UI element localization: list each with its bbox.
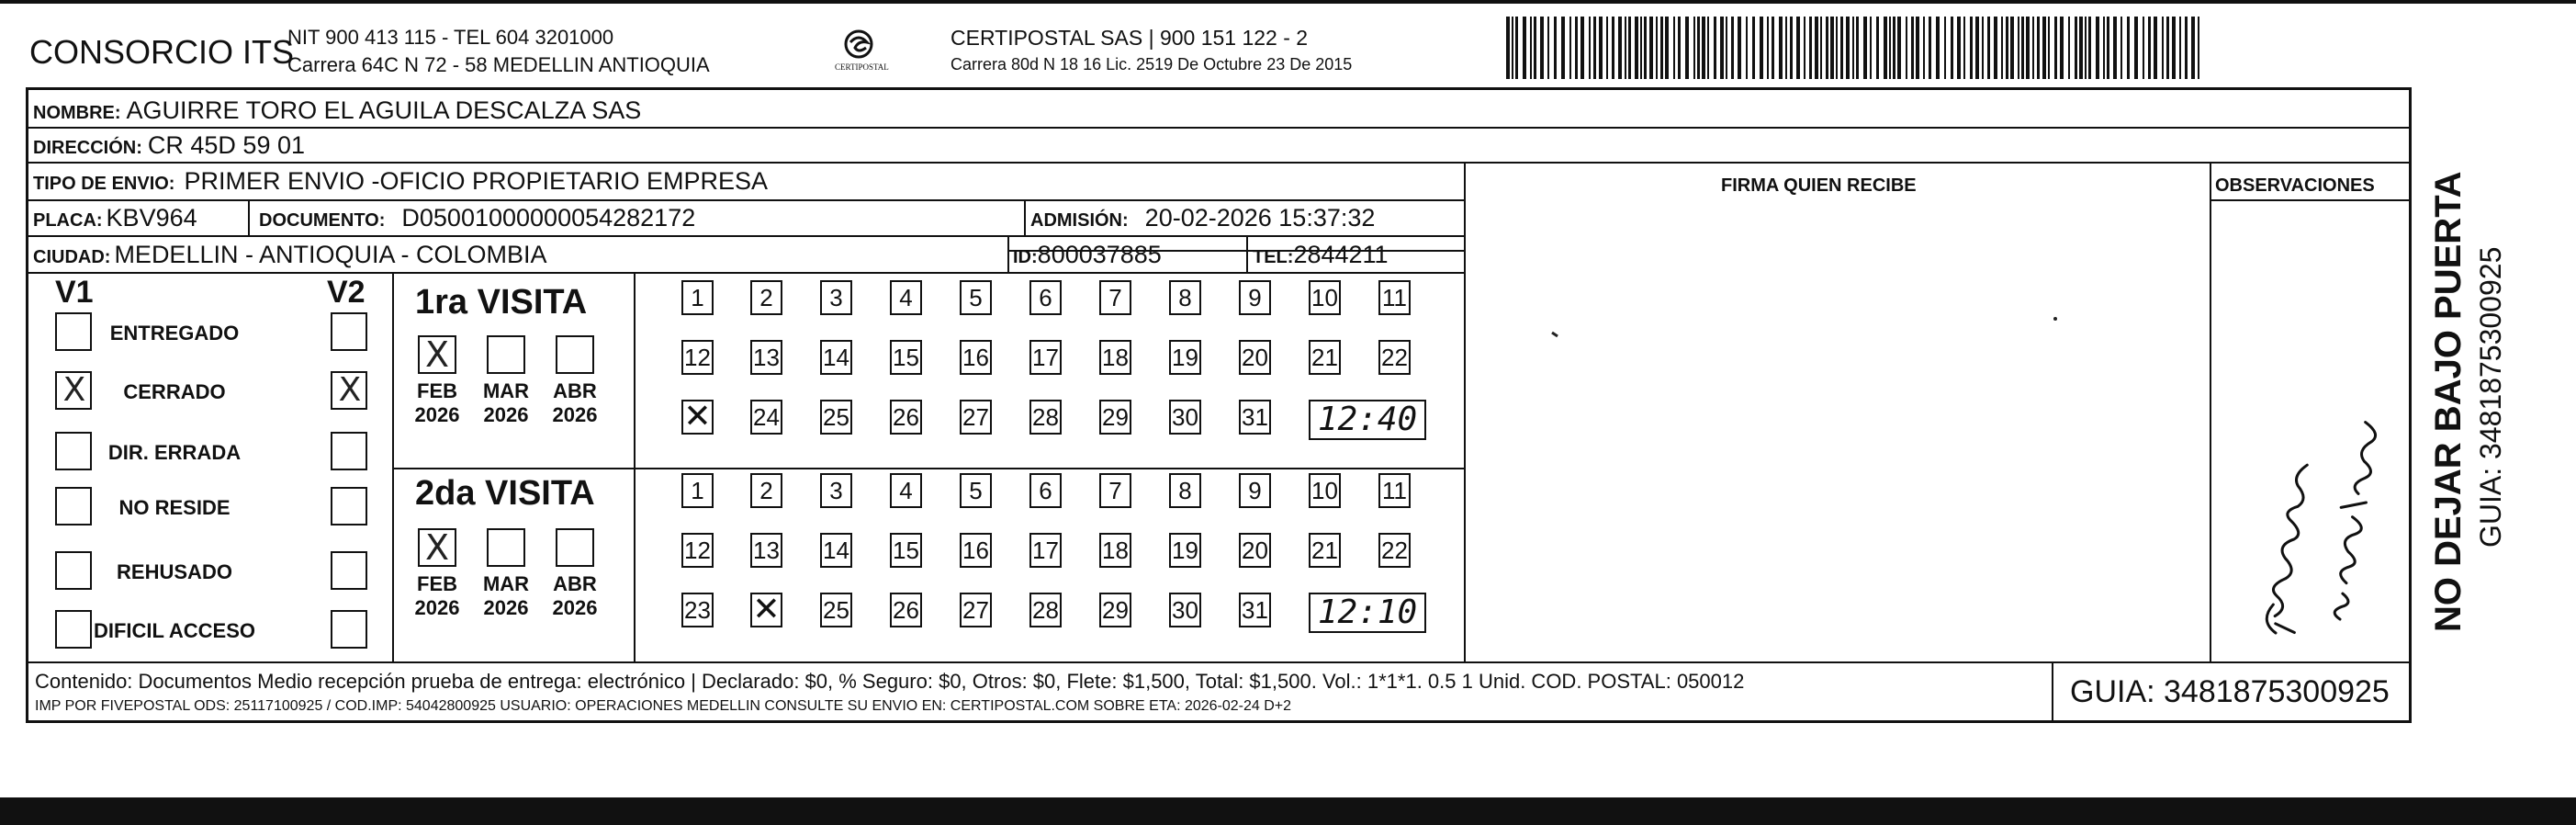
day-box[interactable]: 17 [1029, 340, 1062, 375]
barcode [1506, 17, 2204, 79]
status-label: NO RESIDE [118, 496, 231, 519]
nombre-label: NOMBRE: [33, 103, 121, 123]
documento-label: DOCUMENTO: [259, 210, 386, 231]
rule [1007, 235, 1009, 272]
check-mark-icon: X [62, 371, 86, 409]
status-label: ENTREGADO [109, 322, 240, 345]
courier-name: CERTIPOSTAL SAS | 900 151 122 - 2 [951, 26, 1309, 50]
day-box[interactable]: 17 [1029, 533, 1062, 568]
day-box[interactable]: 7 [1099, 280, 1131, 315]
placa-value: KBV964 [106, 204, 197, 232]
year-label: 2026 [483, 596, 529, 619]
rule [26, 199, 1464, 201]
v2-checkbox[interactable] [331, 312, 367, 351]
rule [248, 199, 250, 235]
id-value: 800037885 [1037, 241, 1162, 268]
day-box[interactable]: 18 [1099, 340, 1131, 375]
rule [26, 127, 2412, 129]
day-box[interactable]: 15 [890, 340, 922, 375]
day-box[interactable]: 19 [1169, 340, 1201, 375]
year-label: 2026 [414, 403, 460, 426]
day-box[interactable]: 31 [1239, 400, 1271, 435]
company-address: Carrera 64C N 72 - 58 MEDELLIN ANTIOQUIA [287, 53, 710, 76]
day-box[interactable]: 8 [1169, 280, 1201, 315]
day-box[interactable]: 25 [820, 593, 852, 627]
month-label: MAR [482, 379, 530, 402]
day-cross-mark-icon: ✕ [683, 398, 712, 435]
ciudad-value: MEDELLIN - ANTIOQUIA - COLOMBIA [114, 241, 547, 268]
check-mark-icon: X [424, 527, 450, 568]
visit1-title: 1ra VISITA [415, 283, 588, 322]
footer-content-line: Contenido: Documentos Medio recepción prueba de entrega: electrónico | Declarado: $0, % Seguro: $0, Otros: $0, Flete: $1,500, Total: $1,500. Vol.: 1*1*1. 0.5 1 Unid. COD. POSTAL: 050012 [35, 670, 1745, 693]
year-label: 2026 [414, 596, 460, 619]
time-box[interactable]: 12:40 [1309, 400, 1426, 440]
day-cross-mark-icon: ✕ [752, 591, 781, 628]
year-label: 2026 [483, 403, 529, 426]
id-label: ID: [1013, 247, 1038, 267]
day-box[interactable]: 10 [1309, 473, 1341, 508]
rule [26, 235, 1464, 237]
day-box[interactable] [750, 593, 782, 627]
day-box[interactable]: 2 [750, 280, 782, 315]
admision-label: ADMISIÓN: [1030, 210, 1129, 231]
day-box[interactable]: 18 [1099, 533, 1131, 568]
month-checkbox[interactable] [556, 528, 594, 567]
month-checkbox[interactable] [487, 335, 525, 374]
day-box[interactable]: 5 [960, 473, 992, 508]
day-box[interactable]: 3 [820, 280, 852, 315]
rule [26, 661, 2412, 663]
day-box[interactable]: 19 [1169, 533, 1201, 568]
v2-checkbox[interactable] [331, 610, 367, 649]
day-box[interactable]: 7 [1099, 473, 1131, 508]
day-box[interactable]: 3 [820, 473, 852, 508]
day-box[interactable]: 6 [1029, 473, 1062, 508]
day-box[interactable]: 29 [1099, 400, 1131, 435]
day-box[interactable]: 22 [1378, 533, 1411, 568]
month-checkbox[interactable] [487, 528, 525, 567]
certipostal-logo: CERTIPOSTAL [831, 28, 886, 77]
footer-imp-line: IMP POR FIVEPOSTAL ODS: 25117100925 / COD.IMP: 54042800925 USUARIO: OPERACIONES MEDELLIN CONSULTE SU ENVIO EN: CERTIPOSTAL.COM SOBRE ETA: 2026-02-24 D+2 [35, 698, 1292, 714]
day-box[interactable]: 26 [890, 400, 922, 435]
month-label: FEB [417, 379, 457, 402]
rule [1246, 235, 1248, 272]
day-box[interactable]: 30 [1169, 400, 1201, 435]
day-box[interactable]: 21 [1309, 533, 1341, 568]
day-box[interactable]: 10 [1309, 280, 1341, 315]
no-dejar-bajo-puerta: NO DEJAR BAJO PUERTA [2428, 171, 2469, 632]
company-nit: NIT 900 413 115 - TEL 604 3201000 [287, 26, 614, 49]
nombre-value: AGUIRRE TORO EL AGUILA DESCALZA SAS [126, 96, 642, 124]
day-box[interactable]: 11 [1378, 280, 1411, 315]
tipo-envio-label: TIPO DE ENVIO: [33, 174, 175, 194]
observaciones-handwriting [2211, 201, 2410, 661]
day-box[interactable]: 23 [681, 593, 714, 627]
direccion-label: DIRECCIÓN: [33, 138, 142, 158]
scan-top-edge [0, 0, 2576, 4]
placa-label: PLACA: [33, 210, 103, 231]
company-name: CONSORCIO ITS [29, 33, 295, 71]
day-box[interactable]: 16 [960, 533, 992, 568]
year-label: 2026 [552, 596, 598, 619]
rule [1024, 199, 1026, 235]
day-box[interactable]: 5 [960, 280, 992, 315]
day-box[interactable]: 2 [750, 473, 782, 508]
status-label: REHUSADO [117, 560, 232, 583]
month-checkbox[interactable] [418, 335, 456, 374]
v2-checkbox[interactable] [331, 551, 367, 590]
day-box[interactable]: 4 [890, 280, 922, 315]
courier-address: Carrera 80d N 18 16 Lic. 2519 De Octubre 23 De 2015 [951, 55, 1353, 73]
day-box[interactable]: 24 [750, 400, 782, 435]
day-box[interactable]: 27 [960, 593, 992, 627]
day-box[interactable]: 14 [820, 533, 852, 568]
rule [2052, 661, 2053, 723]
status-label: DIR. ERRADA [107, 441, 242, 464]
year-label: 2026 [552, 403, 598, 426]
day-box[interactable]: 9 [1239, 473, 1271, 508]
v2-checkbox[interactable] [331, 487, 367, 526]
month-label: MAR [482, 572, 530, 595]
rule [26, 162, 2412, 164]
v1-header: V1 [55, 275, 94, 310]
footer-guia: GUIA: 3481875300925 [2070, 674, 2390, 709]
v2-checkbox[interactable] [331, 371, 367, 410]
tipo-envio-value: PRIMER ENVIO -OFICIO PROPIETARIO EMPRESA [184, 167, 769, 195]
day-box[interactable]: 20 [1239, 340, 1271, 375]
day-box[interactable]: 13 [750, 533, 782, 568]
month-label: ABR [553, 572, 597, 595]
v2-header: V2 [327, 275, 366, 310]
ciudad-label: CIUDAD: [33, 247, 111, 267]
day-box[interactable]: 8 [1169, 473, 1201, 508]
day-box[interactable]: 31 [1239, 593, 1271, 627]
day-box[interactable]: 15 [890, 533, 922, 568]
v2-checkbox[interactable] [331, 432, 367, 470]
month-label: FEB [417, 572, 457, 595]
rule [26, 272, 1464, 274]
firma-area [1466, 201, 2208, 661]
day-box[interactable]: 27 [960, 400, 992, 435]
visit2-title: 2da VISITA [415, 474, 595, 513]
day-box[interactable]: 25 [820, 400, 852, 435]
day-box[interactable]: 12 [681, 340, 714, 375]
scan-bottom-edge [0, 797, 2576, 825]
day-box[interactable]: 9 [1239, 280, 1271, 315]
firma-header: FIRMA QUIEN RECIBE [1721, 175, 1917, 196]
day-box[interactable]: 6 [1029, 280, 1062, 315]
observaciones-header: OBSERVACIONES [2215, 175, 2375, 196]
admision-value: 20-02-2026 15:37:32 [1144, 204, 1376, 232]
day-box[interactable]: 13 [750, 340, 782, 375]
day-box[interactable]: 4 [890, 473, 922, 508]
day-box[interactable]: 28 [1029, 593, 1062, 627]
day-box[interactable]: 1 [681, 473, 714, 508]
time-box[interactable]: 12:10 [1309, 593, 1426, 633]
status-label: DIFICIL ACCESO [93, 619, 255, 642]
day-box[interactable]: 12 [681, 533, 714, 568]
day-box[interactable]: 14 [820, 340, 852, 375]
month-checkbox[interactable] [556, 335, 594, 374]
day-box[interactable]: 21 [1309, 340, 1341, 375]
documento-value: D05001000000054282172 [401, 204, 696, 232]
day-box[interactable]: 22 [1378, 340, 1411, 375]
direccion-value: CR 45D 59 01 [147, 131, 305, 159]
day-box[interactable]: 11 [1378, 473, 1411, 508]
day-box[interactable] [681, 400, 714, 435]
month-label: ABR [553, 379, 597, 402]
rule [392, 468, 1464, 469]
status-label: CERRADO [123, 380, 226, 403]
day-box[interactable]: 20 [1239, 533, 1271, 568]
check-mark-icon: X [424, 334, 450, 375]
day-box[interactable]: 26 [890, 593, 922, 627]
day-box[interactable]: 29 [1099, 593, 1131, 627]
day-box[interactable]: 1 [681, 280, 714, 315]
side-guia: GUIA: 3481875300925 [2474, 246, 2507, 548]
check-mark-icon: X [338, 371, 362, 409]
day-box[interactable]: 16 [960, 340, 992, 375]
tel-value: 2844211 [1293, 241, 1389, 268]
day-box[interactable]: 30 [1169, 593, 1201, 627]
tel-label: TEL: [1253, 247, 1294, 267]
month-checkbox[interactable] [418, 528, 456, 567]
day-box[interactable]: 28 [1029, 400, 1062, 435]
